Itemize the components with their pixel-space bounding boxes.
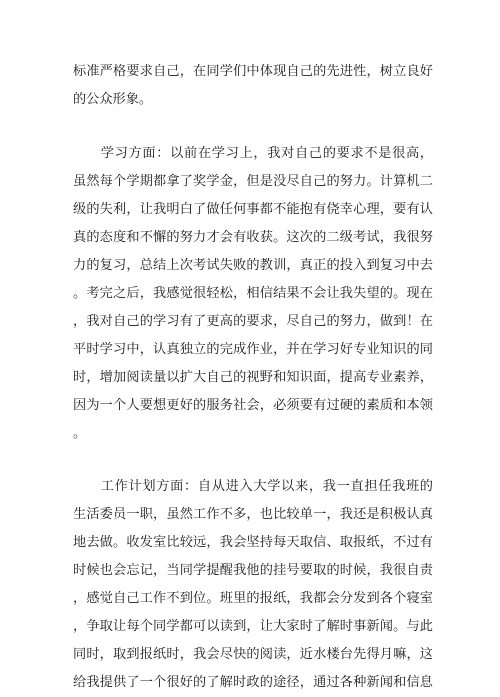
text-line: 。 — [73, 426, 87, 441]
text-line: ，感觉自己工作不到位。班里的报纸，我都会分发到各个寝室 — [73, 591, 433, 606]
text-line: 同时，取到报纸时，我会尽快的阅读，近水楼台先得月嘛，这 — [73, 647, 433, 662]
text-line: 时候也会忘记，当同学提醒我他的挂号要取的时候，我很自责 — [73, 563, 433, 578]
text-line: 地去做。收发室比较远，我会坚持每天取信、取报纸，不过有 — [73, 535, 433, 550]
text-line: 虽然每个学期都拿了奖学金，但是没尽自己的努力。计算机二 — [73, 174, 433, 189]
text-line: 学习方面：以前在学习上，我对自己的要求不是很高， — [73, 146, 433, 161]
text-line: ，我对自己的学习有了更高的要求，尽自己的努力，做到！在 — [73, 314, 433, 329]
text-line: ，争取让每个同学都可以读到，让大家时了解时事新闻。与此 — [73, 619, 433, 634]
text-line: 。考完之后，我感觉很轻松，相信结果不会让我失望的。现在 — [73, 286, 433, 301]
text-line: 工作计划方面：自从进入大学以来，我一直担任我班的 — [73, 479, 433, 494]
text-line: 的公众形象。 — [73, 92, 153, 107]
text-line: 标准严格要求自己，在同学们中体现自己的先进性，树立良好 — [73, 64, 433, 79]
text-line: 给我提供了一个很好的了解时政的途径，通过各种新闻和信息 — [73, 675, 433, 690]
text-line: 级的失利，让我明白了做任何事都不能抱有侥幸心理，要有认 — [73, 202, 433, 217]
text-line: 平时学习中，认真独立的完成作业，并在学习好专业知识的同 — [73, 342, 433, 357]
text-line: 力的复习，总结上次考试失败的教训，真正的投入到复习中去 — [73, 258, 433, 273]
text-line: 真的态度和不懈的努力才会有收获。这次的二级考试，我很努 — [73, 230, 433, 245]
text-line: 时，增加阅读量以扩大自己的视野和知识面，提高专业素养， — [73, 370, 433, 385]
text-line: 因为一个人要想更好的服务社会，必须要有过硬的素质和本领 — [73, 398, 433, 413]
text-line: 生活委员一职，虽然工作不多，也比较单一，我还是积极认真 — [73, 507, 433, 522]
